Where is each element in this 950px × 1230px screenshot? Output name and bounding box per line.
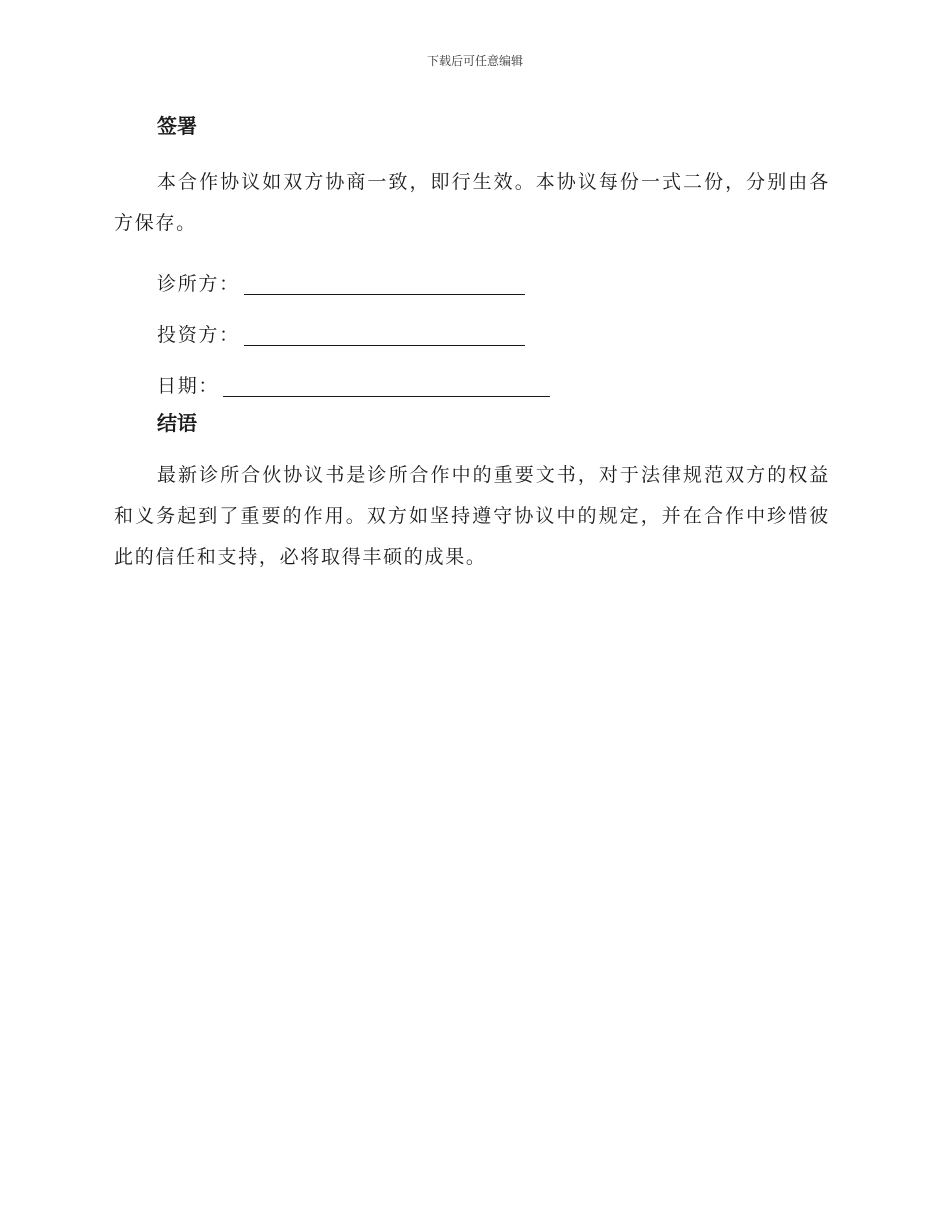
date-blank	[223, 372, 550, 397]
investor-signature-blank	[244, 321, 525, 346]
clinic-signature-line	[114, 248, 830, 299]
clinic-signature-label: 诊所方：	[157, 273, 240, 295]
signature-paragraph: 本合作协议如双方协商一致，即行生效。本协议每份一式二份，分别由各方保存。	[114, 171, 830, 234]
date-signature-line	[114, 350, 830, 401]
conclusion-paragraph: 最新诊所合伙协议书是诊所合作中的重要文书，对于法律规范双方的权益和义务起到了重要的作用。双方如坚持遵守协议中的规定，并在合作中珍惜彼此的信任和支持，必将取得丰硕的成果。	[114, 464, 830, 568]
signature-heading: 签署	[157, 114, 197, 138]
investor-signature-line	[114, 299, 830, 350]
page-header-note: 下载后可任意编辑	[426, 54, 523, 68]
date-label: 日期：	[157, 375, 220, 397]
document-body	[114, 108, 830, 578]
investor-signature-label: 投资方：	[157, 324, 240, 346]
clinic-signature-blank	[244, 270, 525, 295]
conclusion-heading: 结语	[157, 411, 197, 435]
